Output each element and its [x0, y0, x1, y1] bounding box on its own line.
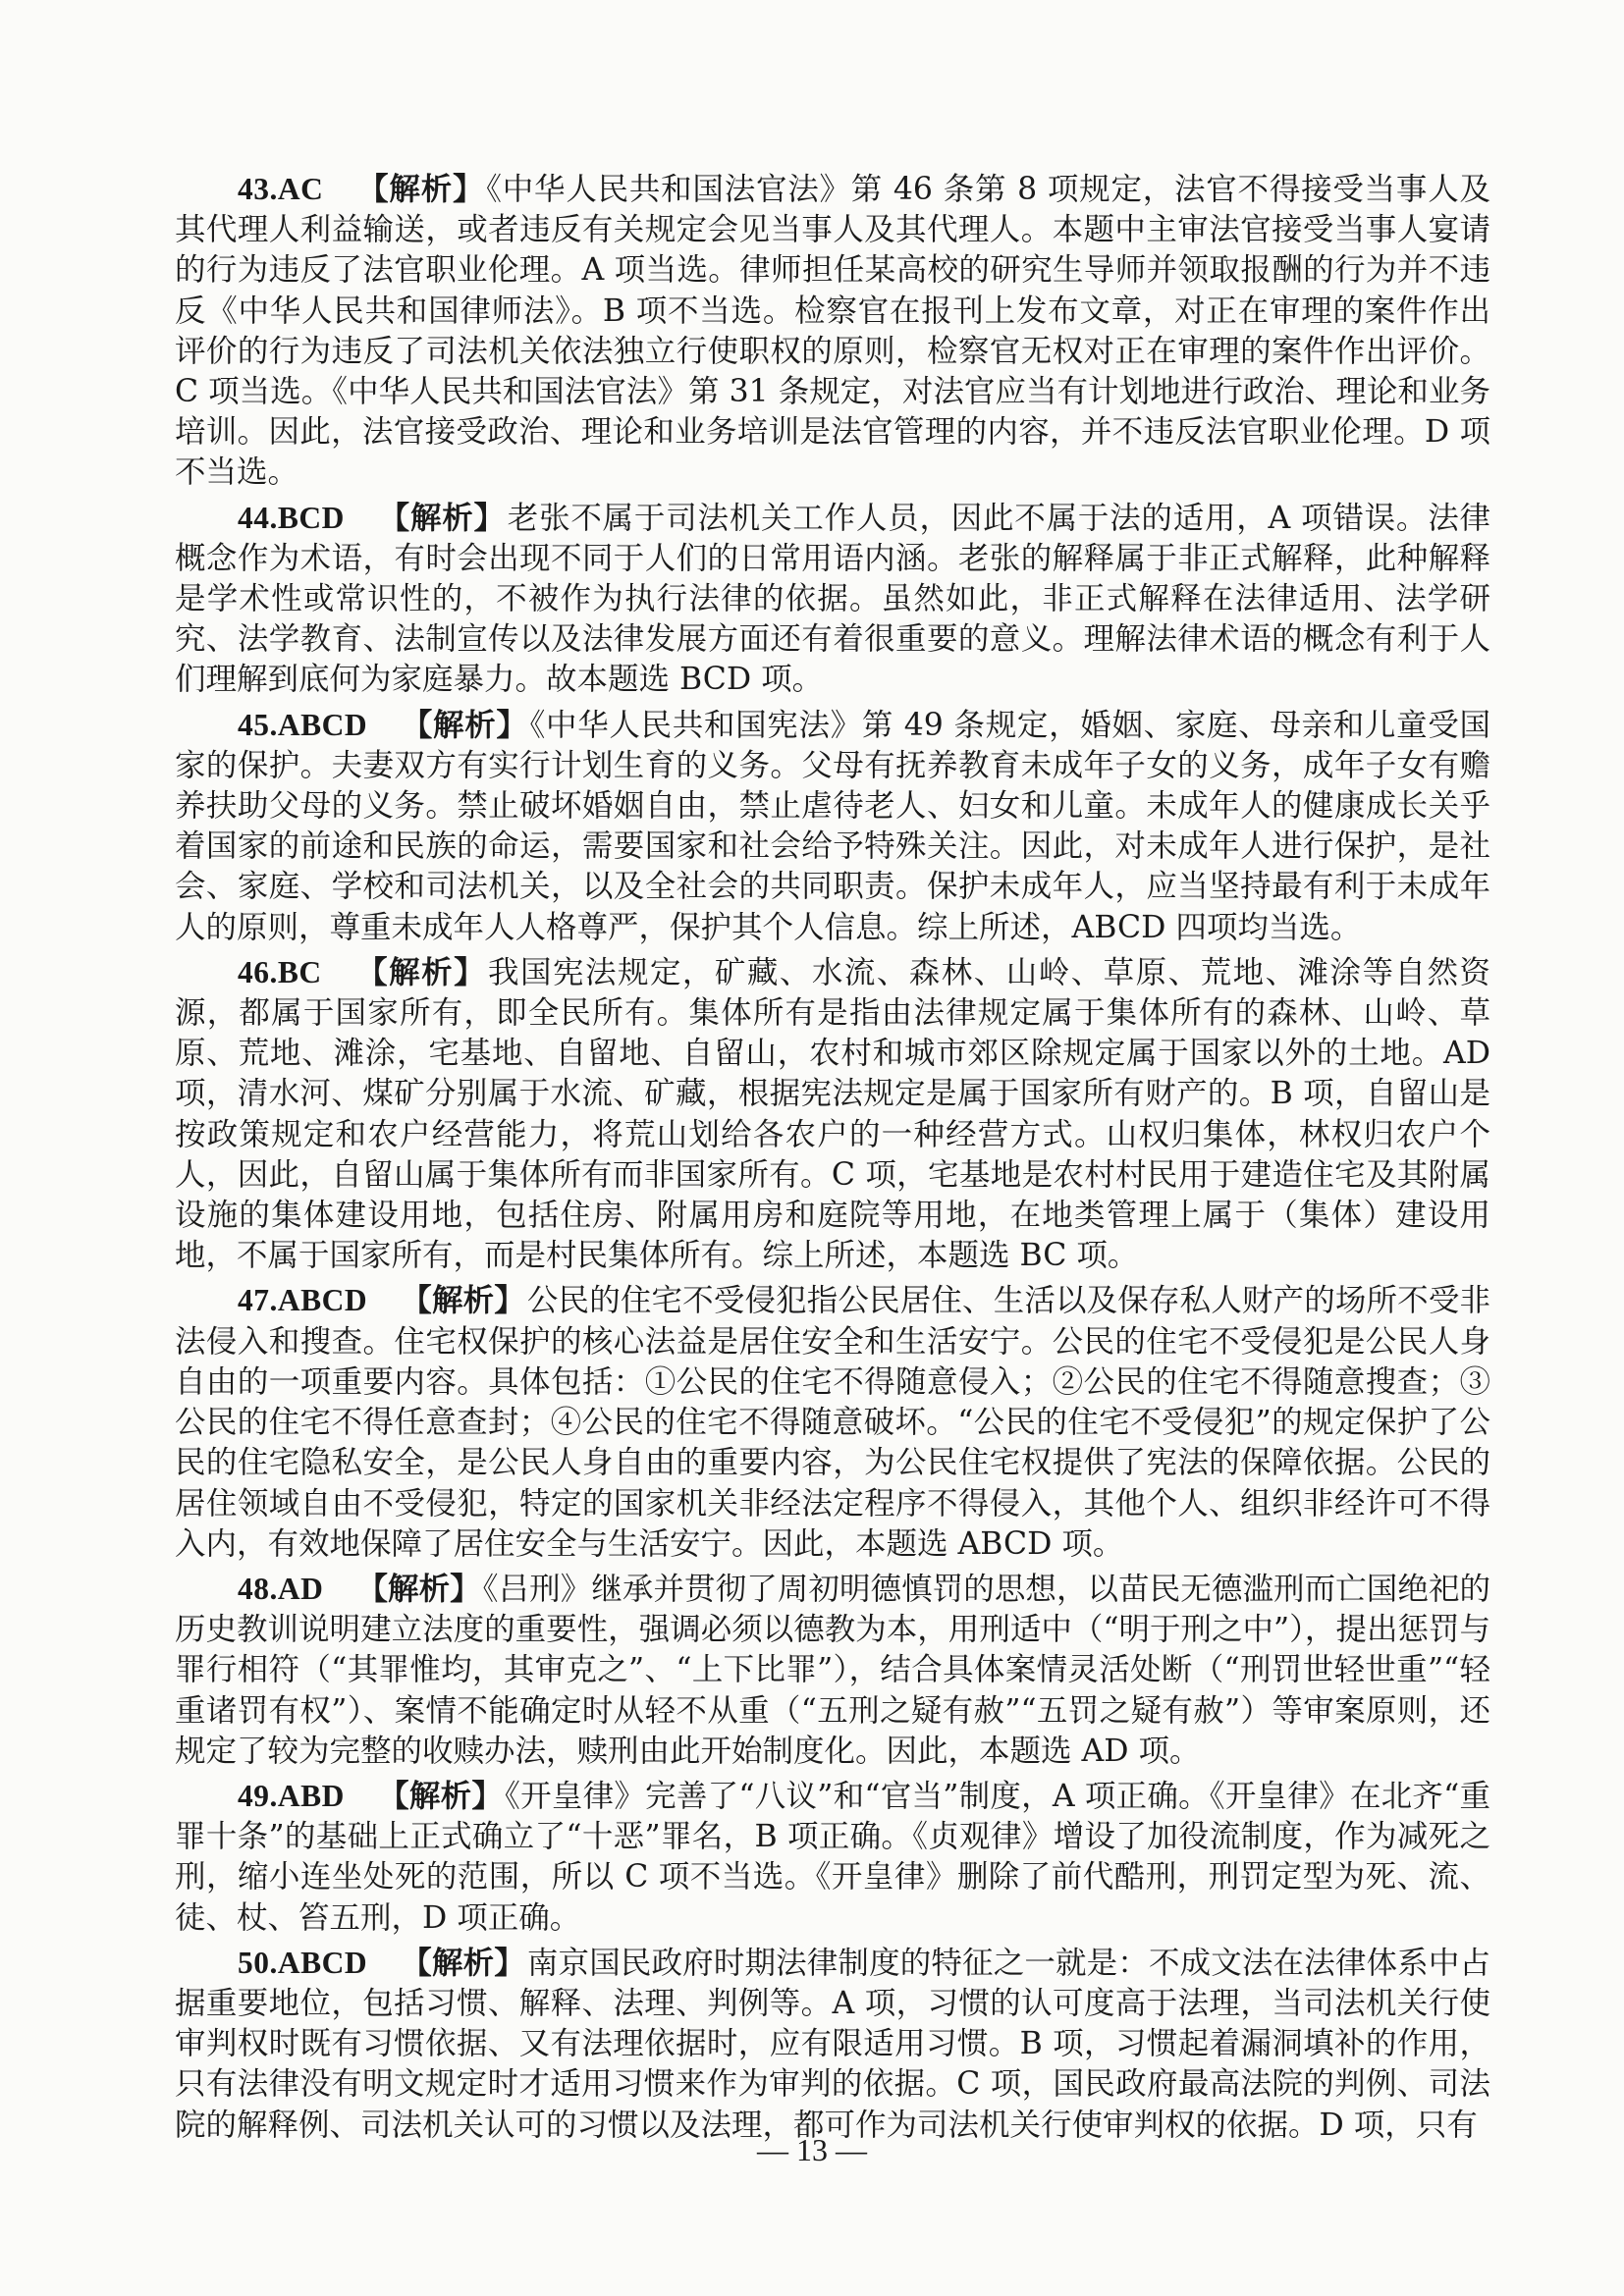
question-number: 47.ABCD: [238, 1283, 368, 1318]
analysis-tag: 【解析】: [377, 1778, 504, 1814]
analysis-tag: 【解析】: [377, 500, 506, 536]
analysis-tag: 【解析】: [356, 172, 485, 207]
question-number: 44.BCD: [238, 500, 345, 535]
answer-analysis-page: [175, 169, 1490, 2150]
analysis-text: 《开皇律》完善了“八议”和“官当”制度，A 项正确。《开皇律》在北齐“重罪十条”的基础上正式确立了“十恶”罪名，B 项正确。《贞观律》增设了加役流制度，作为减死之刑，缩小连坐处死的范围，所以 C 项不当选。《开皇律》删除了前代酷刑，刑罚定型为死、流、徒、杖、笞五刑，D 项正确。: [175, 1778, 1490, 1936]
question-number: 45.ABCD: [238, 707, 368, 742]
answer-entry-43: [175, 169, 1490, 494]
question-number: 48.AD: [238, 1571, 324, 1606]
analysis-text: 《吕刑》继承并贯彻了周初明德慎罚的思想，以苗民无德滥刑而亡国绝祀的历史教训说明建立法度的重要性，强调必须以德教为本，用刑适中（“明于刑之中”），提出惩罚与罪行相符（“其罪惟均，其审克之”、“上下比罪”），结合具体案情灵活处断（“刑罚世轻世重”“轻重诸罚有权”）、案情不能确定时从轻不从重（“五刑之疑有赦”“五罚之疑有赦”）等审案原则，还规定了较为完整的收赎办法，赎刑由此开始制度化。因此，本题选 AD 项。: [175, 1571, 1490, 1769]
analysis-text: 《中华人民共和国法官法》第 46 条第 8 项规定，法官不得接受当事人及其代理人利益输送，或者违反有关规定会见当事人及其代理人。本题中主审法官接受当事人宴请的行为违反了法官职业伦理。A 项当选。律师担任某高校的研究生导师并领取报酬的行为并不违反《中华人民共和国律师法》。B 项不当选。检察官在报刊上发布文章，对正在审理的案件作出评价的行为违反了司法机关依法独立行使职权的原则，检察官无权对正在审理的案件作出评价。C 项当选。《中华人民共和国法官法》第 31 条规定，对法官应当有计划地进行政治、理论和业务培训。因此，法官接受政治、理论和业务培训是法官管理的内容，并不违反法官职业伦理。D 项不当选。: [175, 172, 1490, 491]
answer-entry-47: [175, 1280, 1490, 1564]
answer-entry-50: [175, 1943, 1490, 2146]
answer-entry-49: [175, 1776, 1490, 1939]
page-number: — 13 —: [757, 2132, 867, 2167]
answer-entry-45: [175, 705, 1490, 948]
analysis-text: 公民的住宅不受侵犯指公民居住、生活以及保存私人财产的场所不受非法侵入和搜查。住宅权保护的核心法益是居住安全和生活安宁。公民的住宅不受侵犯是公民人身自由的一项重要内容。具体包括：①公民的住宅不得随意侵入；②公民的住宅不得随意搜查；③公民的住宅不得任意查封；④公民的住宅不得随意破坏。“公民的住宅不受侵犯”的规定保护了公民的住宅隐私安全，是公民人身自由的重要内容，为公民住宅权提供了宪法的保障依据。公民的居住领域自由不受侵犯，特定的国家机关非经法定程序不得侵入，其他个人、组织非经许可不得入内，有效地保障了居住安全与生活安宁。因此，本题选 ABCD 项。: [175, 1283, 1490, 1562]
answer-entry-48: [175, 1569, 1490, 1772]
question-number: 49.ABD: [238, 1778, 345, 1813]
analysis-tag: 【解析】: [354, 954, 487, 990]
analysis-text: 我国宪法规定，矿藏、水流、森林、山岭、草原、荒地、滩涂等自然资源，都属于国家所有，即全民所有。集体所有是指由法律规定属于集体所有的森林、山岭、草原、荒地、滩涂，宅基地、自留地、自留山，农村和城市郊区除规定属于国家以外的土地。AD 项，清水河、煤矿分别属于水流、矿藏，根据宪法规定是属于国家所有财产的。B 项，自留山是按政策规定和农户经营能力，将荒山划给各农户的一种经营方式。山权归集体，林权归农户个人，因此，自留山属于集体所有而非国家所有。C 项，宅基地是农村村民用于建造住宅及其附属设施的集体建设用地，包括住房、附属用房和庭院等用地，在地类管理上属于（集体）建设用地，不属于国家所有，而是村民集体所有。综上所述，本题选 BC 项。: [175, 954, 1490, 1274]
analysis-text: 《中华人民共和国宪法》第 49 条规定，婚姻、家庭、母亲和儿童受国家的保护。夫妻双方有实行计划生育的义务。父母有抚养教育未成年子女的义务，成年子女有赡养扶助父母的义务。禁止破坏婚姻自由，禁止虐待老人、妇女和儿童。未成年人的健康成长关乎着国家的前途和民族的命运，需要国家和社会给予特殊关注。因此，对未成年人进行保护，是社会、家庭、学校和司法机关，以及全社会的共同职责。保护未成年人，应当坚持最有利于未成年人的原则，尊重未成年人人格尊严，保护其个人信息。综上所述，ABCD 四项均当选。: [175, 707, 1490, 945]
analysis-text: 老张不属于司法机关工作人员，因此不属于法的适用，A 项错误。法律概念作为术语，有时会出现不同于人们的日常用语内涵。老张的解释属于非正式解释，此种解释是学术性或常识性的，不被作为执行法律的依据。虽然如此，非正式解释在法律适用、法学研究、法学教育、法制宣传以及法律发展方面还有着很重要的意义。理解法律术语的概念有利于人们理解到底何为家庭暴力。故本题选 BCD 项。: [175, 500, 1490, 698]
analysis-tag: 【解析】: [401, 1945, 525, 1981]
analysis-tag: 【解析】: [401, 1283, 525, 1319]
answer-entry-46: [175, 952, 1490, 1277]
analysis-tag: 【解析】: [356, 1571, 481, 1607]
question-number: 46.BC: [238, 954, 322, 989]
answer-entry-44: [175, 498, 1490, 701]
question-number: 50.ABCD: [238, 1945, 368, 1980]
analysis-text: 南京国民政府时期法律制度的特征之一就是：不成文法在法律体系中占据重要地位，包括习惯、解释、法理、判例等。A 项，习惯的认可度高于法理，当司法机关行使审判权时既有习惯依据、又有法理依据时，应有限适用习惯。B 项，习惯起着漏洞填补的作用，只有法律没有明文规定时才适用习惯来作为审判的依据。C 项，国民政府最高法院的判例、司法院的解释例、司法机关认可的习惯以及法理，都可作为司法机关行使审判权的依据。D 项，只有: [175, 1945, 1490, 2143]
analysis-tag: 【解析】: [401, 707, 528, 743]
question-number: 43.AC: [238, 172, 324, 206]
